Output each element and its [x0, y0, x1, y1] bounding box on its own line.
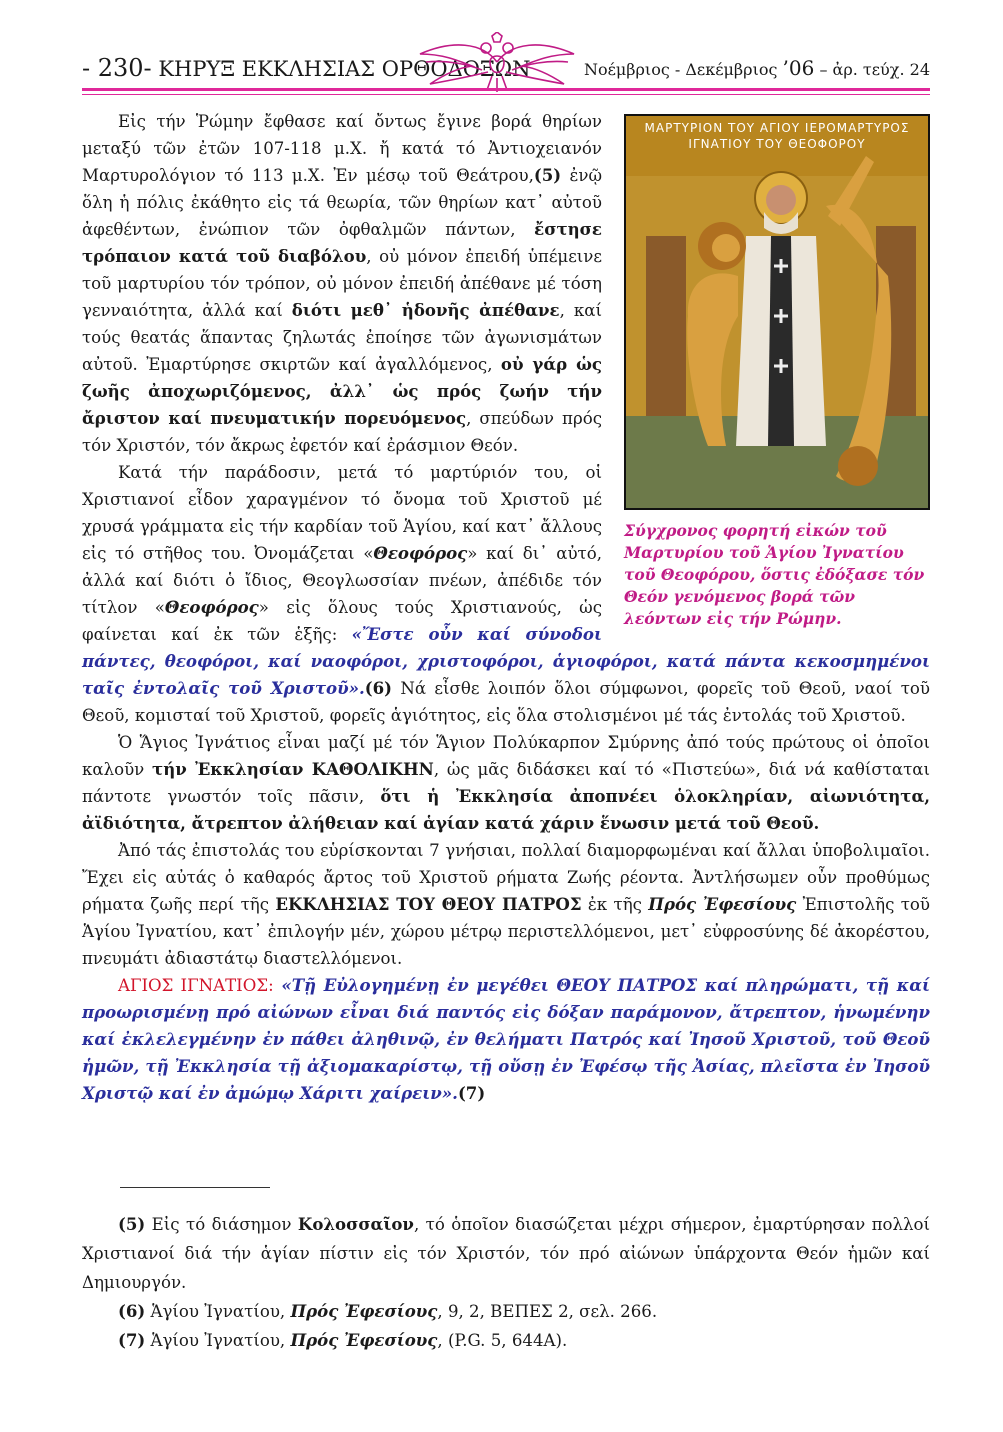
footnote-5 — [82, 1210, 930, 1297]
bold-italic-term: Θεοφόρος — [164, 597, 259, 617]
blue-quote: «Τῇ Εὐλογημένῃ ἐν μεγέθει ΘΕΟΥ ΠΑΤΡΟΣ καί πληρώματι, τῇ καί προωρισμένῃ πρό αἰώνων εἶναι διά παντός εἰς δόξαν παράμονον, ἄτρεπτον, ἡνωμένην καί ἐκλελεγμένην ἐν πάθει ἀληθινῷ, ἐν θελήματι Πατρός καί Ἰησοῦ Χριστοῦ, τοῦ Θεοῦ ἡμῶν, τῇ Ἐκκλησία τῇ ἀξιομακαρίστῳ, τῇ οὔσῃ ἐν Ἐφέσῳ τῆς Ἀσίας, πλεῖστα ἐν Ἰησοῦ Χριστῷ καί ἐν ἀμώμῳ Χάριτι χαίρειν». — [82, 975, 930, 1103]
icon-illustration — [626, 116, 928, 508]
footnote-ref-7[interactable]: (7) — [457, 1083, 486, 1103]
text: , σπεύδων πρός τόν Χριστόν, τόν ἄκρως ἐφετόν καί ἐράσμιον Θεόν. — [82, 409, 602, 455]
footnote-ref-6[interactable]: (6) — [364, 678, 393, 698]
paragraph-5 — [82, 972, 930, 1107]
text: Εἰς τήν Ῥώμην ἔφθασε καί ὄντως ἔγινε βορά θηρίων μεταξύ τῶν ἐτῶν 107-118 μ.Χ. ἤ κατά τό Ἀντιοχειανόν Μαρτυρολόγιον τό 113 μ.Χ. Ἐν μέσῳ τοῦ Θεάτρου, — [82, 112, 602, 185]
bold-phrase: οὐ γάρ ὡς ζωῆς ἀποχωριζόμενος, ἀλλ᾽ ὡς πρός ζωήν τήν ἄριστον καί πνευματικήν πορευόμενος — [82, 354, 602, 428]
bold-phrase: ὅτι ἡ Ἐκκλησία ἀποπνέει ὁλοκληρίαν, αἰωνιότητα, ἀϊδιότητα, ἄτρεπτον ἀλήθειαν καί ἁγίαν κατά χάριν ἕνωσιν μετά τοῦ Θεοῦ. — [82, 786, 930, 833]
text: Ἀπό τάς ἐπιστολάς του εὑρίσκονται 7 γνήσιαι, πολλαί διαμορφωμέναι καί ἄλλαι ὑποβολιμαῖοι. Ἔχει εἰς αὐτάς ὁ καθαρός ἄρτος τοῦ Χριστοῦ ρήματα Ζωής ρέοντα. Ἀντλήσωμεν οὖν προθύμως ρήματα ζωῆς περί τῆς — [82, 841, 930, 914]
bold-italic-term: Πρός Ἐφεσίους — [290, 1330, 438, 1350]
text: ἐκ τῆς — [581, 895, 649, 914]
text: , 9, 2, ΒΕΠΕΣ 2, σελ. 266. — [437, 1302, 658, 1321]
footnote-number: (6) — [118, 1301, 146, 1321]
header-rule-thick — [82, 88, 930, 91]
text: , οὐ μόνον ἐπειδή ὑπέμεινε τοῦ μαρτυρίου τόν τρόπον, οὐ μόνον ἐπειδή ἀπέθανε μέ τόση γενναιότητα, ἀλλά καί — [82, 247, 602, 320]
issue-year: ’06 — [782, 56, 815, 80]
footnote-number: (7) — [118, 1330, 146, 1350]
bold-italic-term: Πρός Ἐφεσίους — [290, 1301, 438, 1321]
issue-months: Νοέμβριος - Δεκέμβριος — [583, 60, 778, 79]
footnote-separator — [120, 1187, 270, 1188]
footnote-ref-5[interactable]: (5) — [533, 165, 562, 185]
footnote-6 — [82, 1297, 930, 1326]
page-number: - 230- — [82, 54, 152, 82]
paragraph-3 — [82, 729, 930, 837]
icon-figure — [624, 114, 930, 630]
text: Ἁγίου Ἰγνατίου, — [145, 1302, 291, 1321]
double-headed-eagle-icon — [412, 32, 582, 96]
header-right — [584, 56, 930, 80]
footnote-number: (5) — [118, 1214, 146, 1234]
article-body — [82, 108, 930, 1107]
bold-phrase: διότι μεθ᾽ ἡδονῆς ἀπέθανε — [291, 300, 560, 320]
text: » καί δι᾽ αὐτό, ἀλλά καί διότι ὁ ἴδιος, Θεογλωσσίαν πνέων, ἀπέδιδε τόν τίτλον « — [82, 544, 602, 617]
footnotes — [82, 1210, 930, 1355]
icon-inscription: ΜΑΡΤΥΡΙΟΝ ΤΟΥ ΑΓΙΟΥ ΙΕΡΟΜΑΡΤΥΡΟΣ ΙΓΝΑΤΙΟΥ ΤΟΥ ΘΕΟΦΟΡΟΥ — [644, 121, 910, 151]
red-label: ΑΓΙΟΣ ΙΓΝΑΤΙΟΣ: — [118, 976, 274, 995]
bold-phrase: ΕΚΚΛΗΣΙΑΣ ΤΟΥ ΘΕΟΥ ΠΑΤΡΟΣ — [275, 894, 582, 914]
bold-term: Κολοσσαῖον — [297, 1214, 414, 1234]
text: , (P.G. 5, 644A). — [437, 1331, 568, 1350]
page-header — [82, 40, 930, 90]
bold-italic-term: Θεοφόρος — [373, 543, 468, 563]
issue-number: – ἀρ. τεύχ. 24 — [819, 60, 930, 79]
footnote-7 — [82, 1326, 930, 1355]
text: , ὡς μᾶς διδάσκει καί τό «Πιστεύω», διά νά καθίσταται πάντοτε γνωστόν τοῖς πᾶσιν, — [82, 760, 930, 806]
text: ἐνῷ ὅλη ἡ πόλις ἐκάθητο εἰς τά θεωρία, τῶν θηρίων κατ᾽ αὐτοῦ ἀφεθέντων, ἐνώπιον τῶν ὀφθαλμῶν πάντων, — [82, 166, 602, 239]
journal-title: ΚΗΡΥΞ ΕΚΚΛΗΣΙΑΣ ΟΡΘΟΔΟΞΩΝ — [158, 57, 531, 81]
text: Ὁ Ἅγιος Ἰγνάτιος εἶναι μαζί μέ τόν Ἅγιον Πολύκαρπον Σμύρνης ἀπό τούς πρώτους οἱ ὁποῖοι καλοῦν — [82, 733, 930, 779]
martyrdom-icon-image — [624, 114, 930, 510]
bold-italic-term: Πρός Ἐφεσίους — [648, 894, 797, 914]
text: Εἰς τό διάσημον — [145, 1215, 298, 1234]
blue-quote: «Ἔστε οὖν καί σύνοδοι πάντες, θεοφόροι, καί ναοφόροι, χριστοφόροι, ἁγιοφόροι, κατά πάντα κεκοσμημένοι ταῖς ἐντολαῖς τοῦ Χριστοῦ». — [82, 624, 930, 698]
text: Νά εἶσθε λοιπόν ὅλοι σύμφωνοι, φορεῖς τοῦ Θεοῦ, ναοί τοῦ Θεοῦ, κομισταί τοῦ Χριστοῦ, φορεῖς ἁγιότητος, εἰς ὅλα στολισμένοι μέ τάς ἐντολάς τοῦ Χριστοῦ. — [82, 679, 930, 725]
text: Κατά τήν παράδοσιν, μετά τό μαρτύριόν του, οἱ Χριστιανοί εἶδον χαραγμένον τό ὄνομα τοῦ Χριστοῦ μέ χρυσά γράμματα εἰς τήν καρδίαν τοῦ Ἁγίου, καί κατ᾽ ἄλλους εἰς τό στῆθος του. Ὀνομάζεται « — [82, 463, 602, 563]
header-rule-thin — [82, 94, 930, 95]
paragraph-4 — [82, 837, 930, 972]
icon-caption: Σύγχρονος φορητή εἰκών τοῦ Μαρτυρίου τοῦ Ἁγίου Ἰγνατίου τοῦ Θεοφόρου, ὅστις ἐδόξασε τόν Θεόν γενόμενος βορά τῶν λεόντων εἰς τήν Ρώμην. — [624, 521, 925, 628]
text: , τό ὁποῖον διασώζεται μέχρι σήμερον, ἐμαρτύρησαν πολλοί Χριστιανοί διά τήν ἁγίαν πίστιν εἰς τόν Χριστόν, τόν πρό αἰώνων ὑπάρχοντα Θεόν ἡμῶν καί Δημιουργόν. — [82, 1215, 931, 1292]
bold-phrase: ἔστησε τρόπαιον κατά τοῦ διαβόλου — [82, 219, 602, 266]
text: , καί τούς θεατάς ἅπαντας ζηλωτάς ἐποίησε τῶν ἀγωνισμάτων αὐτοῦ. Ἐμαρτύρησε σκιρτῶν καί ἀγαλλόμενος, — [82, 301, 602, 374]
text: Ἐπιστολῆς τοῦ Ἁγίου Ἰγνατίου, κατ᾽ ἐπιλογήν μέν, χώρου μέτρῳ περιστελλόμενοι, μετ᾽ εὐφροσύνης δέ ἀκορέστου, πνευμάτι ἀδιαστάτῳ διαστελλόμενοι. — [82, 895, 930, 968]
bold-phrase: τήν Ἐκκλησίαν ΚΑΘΟΛΙΚΗΝ — [152, 759, 434, 779]
text: » εἰς ὅλους τούς Χριστιανούς, ὡς φαίνεται καί ἐκ τῶν ἑξῆς: — [82, 598, 602, 644]
text: Ἁγίου Ἰγνατίου, — [145, 1331, 291, 1350]
